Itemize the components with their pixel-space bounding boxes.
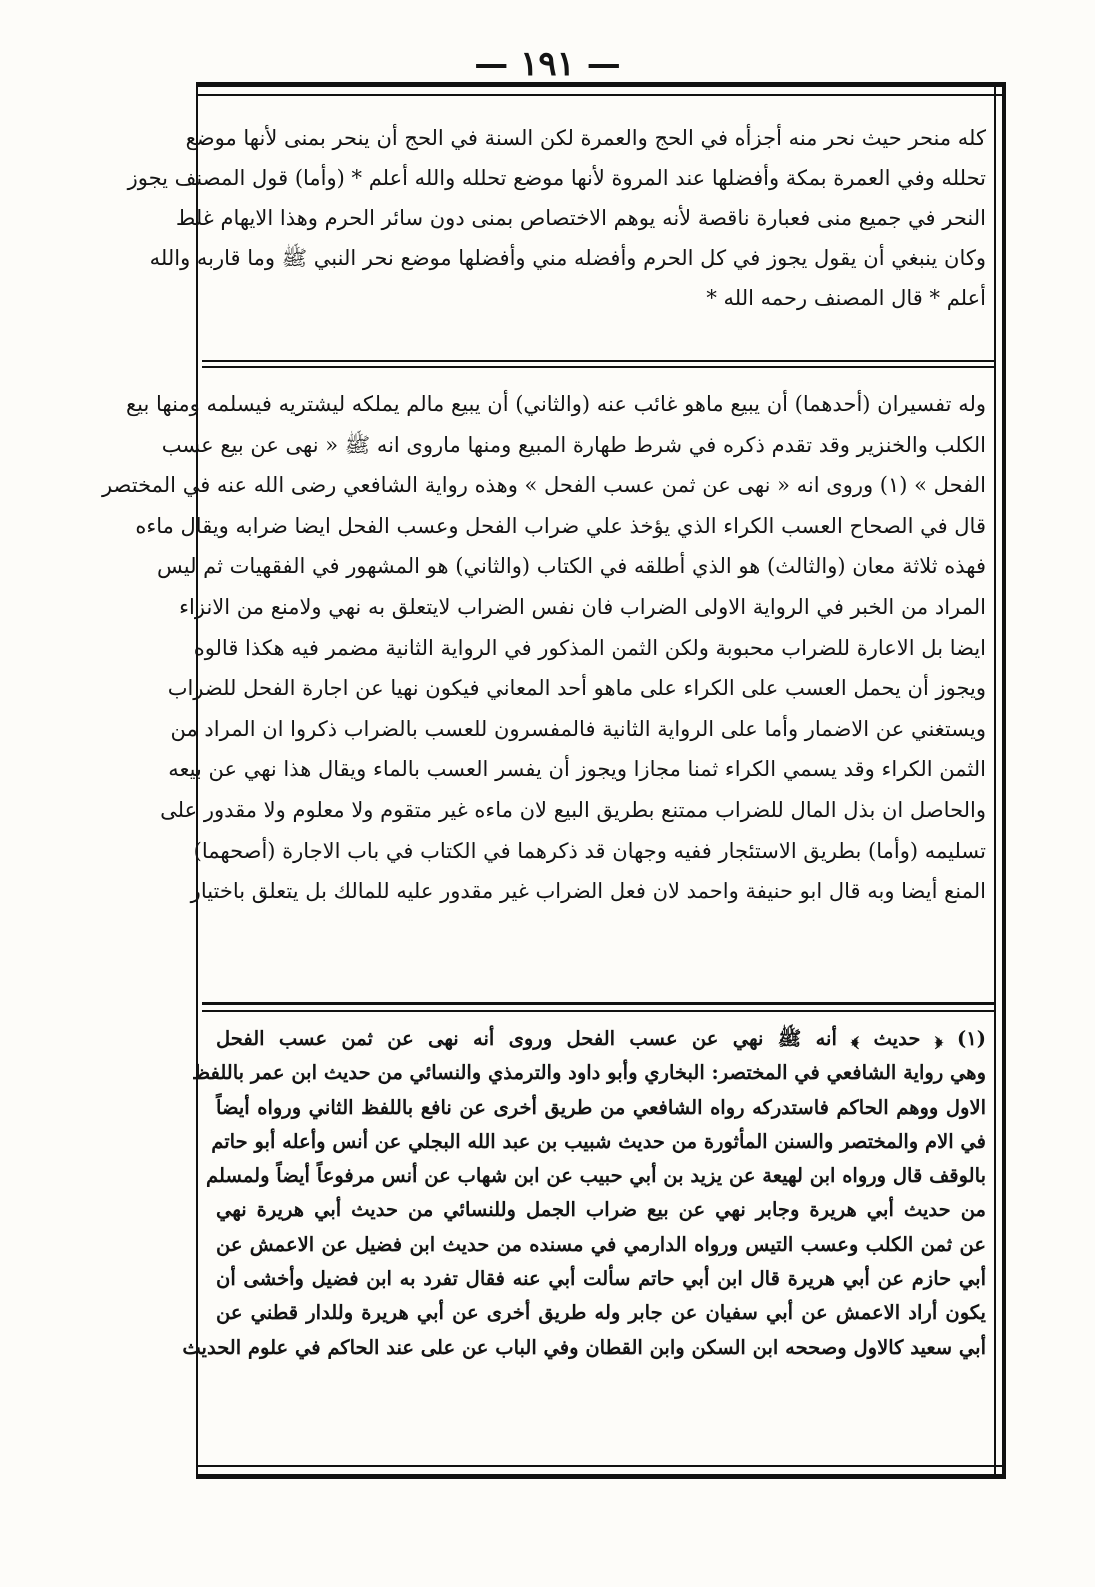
section-divider: [202, 360, 994, 368]
main-text-line: ايضا بل الاعارة للضراب محبوبة ولكن الثمن المذكور في الرواية الثانية مضمر فيه هكذا قالوه: [193, 635, 986, 660]
top-double-rule: [196, 82, 1006, 96]
footnote-line: يكون أراد الاعمش عن أبي سفيان عن جابر وله طريق أخرى عن أبي هريرة وللدار قطني عن: [216, 1301, 986, 1325]
upper-text-line: النحر في جميع منى فعبارة ناقصة لأنه يوهم الاختصاص بمنى دون سائر الحرم وهذا الايهام غلط: [175, 206, 986, 230]
footnote: [182, 1022, 986, 1365]
page-number: — ١٩١ —: [474, 44, 621, 84]
footnote-line: من حديث أبي هريرة وجابر نهي عن بيع ضراب الجمل وللنسائي من حديث أبي هريرة نهي: [216, 1198, 986, 1222]
upper-text-line: وكان ينبغي أن يقول يجوز في كل الحرم وأفضله مني وأفضلها موضع نحر النبي ﷺ وما قاربه والله: [149, 246, 986, 270]
upper-text-line: أعلم * قال المصنف رحمه الله *: [706, 286, 986, 310]
footnote-divider: [202, 1002, 994, 1012]
main-text-line: وله تفسيران (أحدهما) أن يبيع ماهو غائب عنه (والثاني) أن يبيع مالم يملكه ليشتريه فيسلمه ومنها بيع: [125, 392, 986, 416]
upper-text-line: تحلله وفي العمرة بمكة وأفضلها عند المروة لأنها موضع تحلله والله أعلم * (وأما) قول المصنف يجوز: [127, 166, 986, 190]
main-text-line: فهذه ثلاثة معان (والثالث) هو الذي أطلقه في الكتاب (والثاني) هو المشهور في الفقهيات ثم ليس: [156, 554, 986, 579]
main-text-line: ويجوز أن يحمل العسب على الكراء على ماهو أحد المعاني فيكون نهيا عن اجارة الفحل للضراب: [167, 676, 986, 701]
upper-text-line: كله منحر حيث نحر منه أجزأه في الحج والعمرة لكن السنة في الحج أن ينحر بمنى لأنها موضع: [185, 126, 986, 150]
footnote-line: أبي حازم عن أبي هريرة قال ابن أبي حاتم سألت أبي عنه فقال تفرد به ابن فضيل وأخشى أن: [216, 1267, 986, 1291]
footnote-line: في الام والمختصر والسنن المأثورة من حديث شبيب بن عبد الله البجلي عن أنس وأعله أبو حاتم: [211, 1129, 986, 1153]
main-text-line: تسليمه (وأما) بطريق الاستئجار ففيه وجهان قد ذكرهما في الكتاب في باب الاجارة (أصحهما): [193, 838, 986, 863]
main-text: [101, 384, 986, 912]
footnote-line: عن ثمن الكلب وعسب التيس ورواه الدارمي في مسنده من حديث ابن فضيل عن الاعمش عن: [216, 1232, 986, 1256]
main-text-line: الفحل » (١) وروى انه « نهى عن ثمن عسب الفحل » وهذه رواية الشافعي رضى الله عنه في المختصر: [101, 473, 986, 498]
upper-commentary: [127, 118, 986, 318]
footnote-line: أبي سعيد كالاول وصححه ابن السكن وابن القطان وفي الباب عن على عند الحاكم في علوم الحديث: [182, 1335, 986, 1359]
main-text-line: ويستغني عن الاضمار وأما على الرواية الثانية فالمفسرون للعسب بالضراب ذكروا ان المراد من: [170, 716, 986, 741]
page-frame: [101, 82, 1006, 1482]
bottom-double-rule: [196, 1465, 1006, 1479]
main-text-line: المنع أيضا وبه قال ابو حنيفة واحمد لان فعل الضراب غير مقدور عليه للمالك بل يتعلق باختيار: [190, 879, 986, 904]
main-text-line: الثمن الكراء وقد يسمي الكراء ثمنا مجازا ويجوز أن يفسر العسب بالماء ويقال هذا نهي عن بيعه: [168, 757, 986, 782]
right-border: [994, 82, 1006, 1479]
footnote-line: (١) ﴿ حديث ﴾ أنه ﷺ نهي عن عسب الفحل وروى أنه نهى عن ثمن عسب الفحل: [216, 1027, 986, 1050]
footnote-line: وهي رواية الشافعي في المختصر: البخاري وأبو داود والترمذي والنسائي من حديث ابن عمر باللفظ: [191, 1061, 986, 1085]
main-text-line: والحاصل ان بذل المال للضراب ممتنع بطريق البيع لان ماءه غير متقوم ولا معلوم ولا مقدور على: [160, 797, 986, 822]
main-text-line: قال في الصحاح العسب الكراء الذي يؤخذ علي ضراب الفحل وعسب الفحل ايضا ضرابه ويقال ماءه: [135, 513, 986, 538]
footnote-line: الاول ووهم الحاكم فاستدركه رواه الشافعي من طريق أخرى عن نافع باللفظ الثاني ورواه أيضاً: [216, 1095, 986, 1119]
footnote-line: بالوقف قال ورواه ابن لهيعة عن يزيد بن أبي حبيب عن ابن شهاب عن أنس مرفوعاً أيضاً ولمسلم: [206, 1164, 986, 1188]
main-text-line: المراد من الخبر في الرواية الاولى الضراب فان نفس الضراب لايتعلق به نهي ولامنع من الانزاء: [179, 594, 986, 619]
main-text-line: الكلب والخنزير وقد تقدم ذكره في شرط طهارة المبيع ومنها ماروى انه ﷺ « نهى عن بيع عسب: [161, 432, 986, 457]
